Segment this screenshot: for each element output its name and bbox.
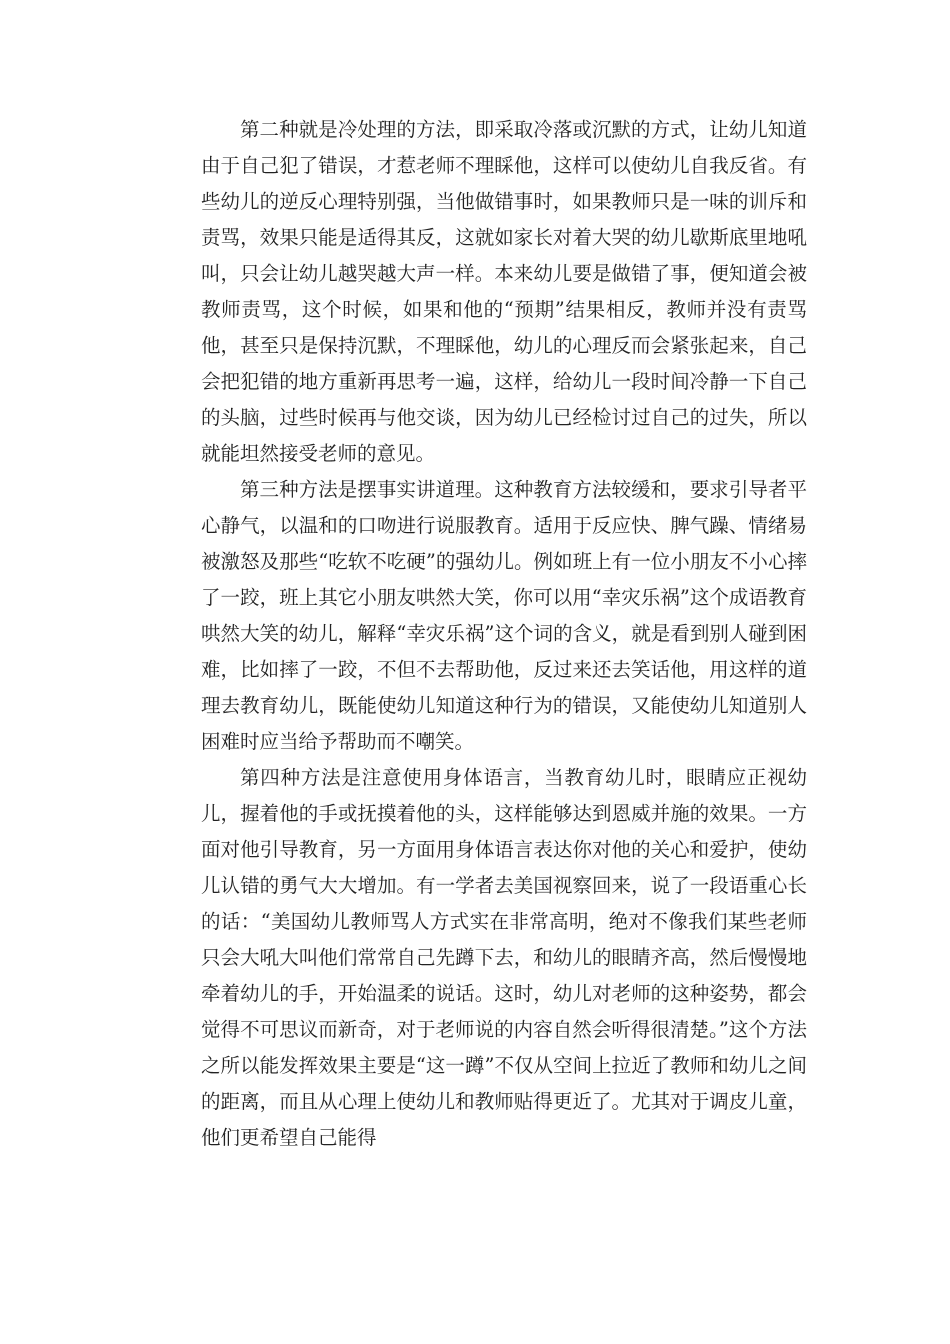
paragraph-body-language: 第四种方法是注意使用身体语言，当教育幼儿时，眼睛应正视幼儿，握着他的手或抚摸着他的头，这样能够达到恩威并施的效果。一方面对他引导教育，另一方面用身体语言表达你对他的关心和爱护，使幼儿认错的勇气大大增加。有一学者去美国视察回来，说了一段语重心长的话：“美国幼儿教师骂人方式实在非常高明，绝对不像我们某些老师只会大吼大叫他们常常自己先蹲下去，和幼儿的眼睛齐高，然后慢慢地牵着幼儿的手，开始温柔的说话。这时，幼儿对老师的这种姿势，都会觉得不可思议而新奇，对于老师说的内容自然会听得很清楚。”这个方法之所以能发挥效果主要是“这一蹲”不仅从空间上拉近了教师和幼儿之间的距离，而且从心理上使幼儿和教师贴得更近了。尤其对于调皮儿童，他们更希望自己能得 [201, 766, 807, 1149]
paragraph-cold-treatment: 第二种就是冷处理的方法，即采取冷落或沉默的方式，让幼儿知道由于自己犯了错误，才惹老师不理睬他，这样可以使幼儿自我反省。有些幼儿的逆反心理特别强，当他做错事时，如果教师只是一味的训斥和责骂，效果只能是适得其反，这就如家长对着大哭的幼儿歇斯底里地吼叫，只会让幼儿越哭越大声一样。本来幼儿要是做错了事，便知道会被教师责骂，这个时候，如果和他的“预期”结果相反，教师并没有责骂他，甚至只是保持沉默，不理睬他，幼儿的心理反而会紧张起来，自己会把犯错的地方重新再思考一遍，这样，给幼儿一段时间冷静一下自己的头脑，过些时候再与他交谈，因为幼儿已经检讨过自己的过失，所以就能坦然接受老师的意见。 [201, 118, 807, 465]
paragraph-reasoning: 第三种方法是摆事实讲道理。这种教育方法较缓和，要求引导者平心静气，以温和的口吻进行说服教育。适用于反应快、脾气躁、情绪易被激怒及那些“吃软不吃硬”的强幼儿。例如班上有一位小朋友不小心摔了一跤，班上其它小朋友哄然大笑，你可以用“幸灾乐祸”这个成语教育哄然大笑的幼儿，解释“幸灾乐祸”这个词的含义，就是看到别人碰到困难，比如摔了一跤，不但不去帮助他，反过来还去笑话他，用这样的道理去教育幼儿，既能使幼儿知道这种行为的错误，又能使幼儿知道别人困难时应当给予帮助而不嘲笑。 [201, 478, 807, 753]
document-body [201, 112, 807, 1156]
